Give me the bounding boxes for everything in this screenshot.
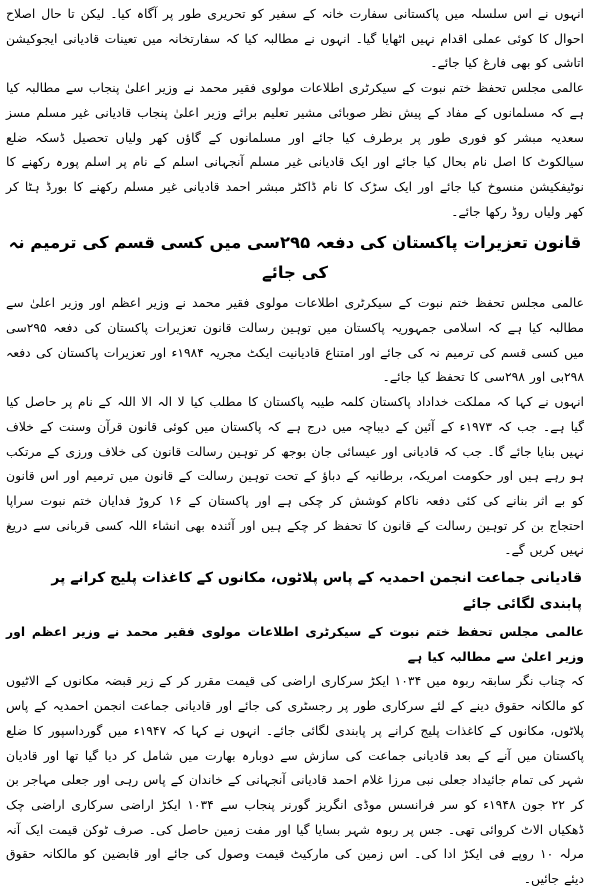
section-heading-pledge-ban: قادیانی جماعت انجمن احمدیہ کے پاس پلاٹوں، مکانوں کے کاغذات پلیج کرانے پر پابندی لگائی جائے xyxy=(51,570,582,613)
pledge-ban-lead: عالمی مجلس تحفظ ختم نبوت کے سیکرٹری اطلاعات مولوی فقیر محمد نے وزیر اعظم اور وزیر اعلیٰ سے مطالبہ کیا ہے xyxy=(6,624,584,664)
intro-paragraph-embassy: انہوں نے اس سلسلہ میں پاکستانی سفارت خانہ کے سفیر کو تحریری طور پر آگاہ کیا۔ لیکن تا حال اصلاح احوال کا کوئی عملی اقدام نہیں اٹھایا گیا۔ انہوں نے مطالبہ کیا کہ سفارتخانہ میں تعینات قادیانی ایجوکیشن اتاشی کو بھی فارغ کیا جائے۔ xyxy=(6,6,584,71)
pledge-ban-paragraph: کہ چناب نگر سابقہ ربوہ میں ۱۰۳۴ ایکڑ سرکاری اراضی کی قیمت مقرر کر کے زیر قبضہ مکانوں کے الاٹیوں کو مالکانہ حقوق دینے کے لئے سرکاری طور پر رجسٹری کی جائے اور قادیانی جماعت انجمن احمدیہ کے پاس پلاٹوں، مکانوں کے کاغذات پلیج کرانے پر پابندی لگائی جائے۔ انہوں نے کہا کہ ۱۹۴۷ء میں گورداسپور کا ضلع پاکستان میں آنے کے بعد قادیانی جماعت کی سازش سے دوبارہ بھارت میں شامل کر دیا گیا تھا اور قادیان شہر کی تمام جائیداد جعلی نبی مرزا غلام احمد قادیانی آنجہانی کے خاندان کے پاس رہی اور جعلی مہاجر بن کر ۲۲ جون ۱۹۴۸ء کو سر فرانسس موڈی انگریز گورنر پنجاب سے ۱۰۳۴ ایکڑ اراضی سرکاری اراضی چک ڈھکیاں الاٹ کروائی تھی۔ جس پر ربوہ شہر بسایا گیا اور مفت زمین حاصل کی۔ صرف ٹوکن قیمت ایک آنہ مرلہ ۱۰ روپے فی ایکڑ ادا کی۔ اس زمین کی مارکیٹ قیمت وصول کی جائے اور قابضین کو مالکانہ حقوق دیئے جائیں۔ xyxy=(6,673,584,887)
penal-code-paragraph-2: انہوں نے کہا کہ مملکت خداداد پاکستان کلمہ طیبہ پاکستان کا مطلب کیا لا الہ الا اللہ کے نام پر حاصل کیا گیا ہے۔ جب کہ ۱۹۷۳ء کے آئین کے دیباچہ میں درج ہے کہ پاکستان میں کوئی قانون قرآن وسنت کے خلاف نہیں بنایا جائے گا۔ جب کہ قادیانی اور عیسائی جان بوجھ کر توہین رسالت قانون کی خلاف ورزی کے مرتکب ہو رہے ہیں اور حکومت امریکہ، برطانیہ کے دباؤ کے تحت توہین رسالت کے قانون میں ترمیم اور اس قانون کو بے اثر بنانے کی کئی دفعہ ناکام کوشش کر چکی ہے اور پاکستان کے ۱۶ کروڑ فدایان ختم نبوت سراپا احتجاج بن کر توہین رسالت کے قانون کا تحفظ کر چکے ہیں اور آئندہ بھی انشاء اللہ کسی قربانی سے دریغ نہیں کریں گے۔ xyxy=(6,394,585,558)
section-heading-penal-code: قانون تعزیرات پاکستان کی دفعہ ۲۹۵سی میں کسی قسم کی ترمیم نہ کی جائے xyxy=(8,233,582,283)
penal-code-paragraph-1: عالمی مجلس تحفظ ختم نبوت کے سیکرٹری اطلاعات مولوی فقیر محمد نے وزیر اعظم اور وزیر اعلیٰ سے مطالبہ کیا ہے کہ اسلامی جمہوریہ پاکستان میں توہین رسالت قانون تعزیرات پاکستان کی دفعہ ۲۹۵سی میں کسی قسم کی ترمیم نہ کی جائے اور امتناع قادیانیت ایکٹ مجریہ ۱۹۸۴ء اور تعزیرات پاکستان کی دفعہ ۲۹۸بی اور ۲۹۸سی کا تحفظ کیا جائے۔ xyxy=(6,295,584,385)
intro-paragraph-demands: عالمی مجلس تحفظ ختم نبوت کے سیکرٹری اطلاعات مولوی فقیر محمد نے وزیر اعلیٰ پنجاب سے مطالبہ کیا ہے کہ مسلمانوں کے مفاد کے پیش نظر صوبائی مشیر تعلیم برائے وزیر اعلیٰ پنجاب قادیانی غیر مسلم مسز سعدیہ مبشر کو فوری طور پر برطرف کیا جائے اور مسلمانوں کے گاؤں کھر ولیاں تحصیل ڈسکہ ضلع سیالکوٹ کا اصل نام بحال کیا جائے اور ایک قادیانی غیر مسلم آنجہانی اسلم کے نام پر اسلم پورہ رکھنے کا نوٹیفکیشن منسوخ کیا جائے اور ایک سڑک کا نام ڈاکٹر مبشر احمد قادیانی غیر مسلم رکھنے کا بورڈ ہٹا کر کھر ولیاں روڈ رکھا جائے۔ xyxy=(6,80,584,219)
